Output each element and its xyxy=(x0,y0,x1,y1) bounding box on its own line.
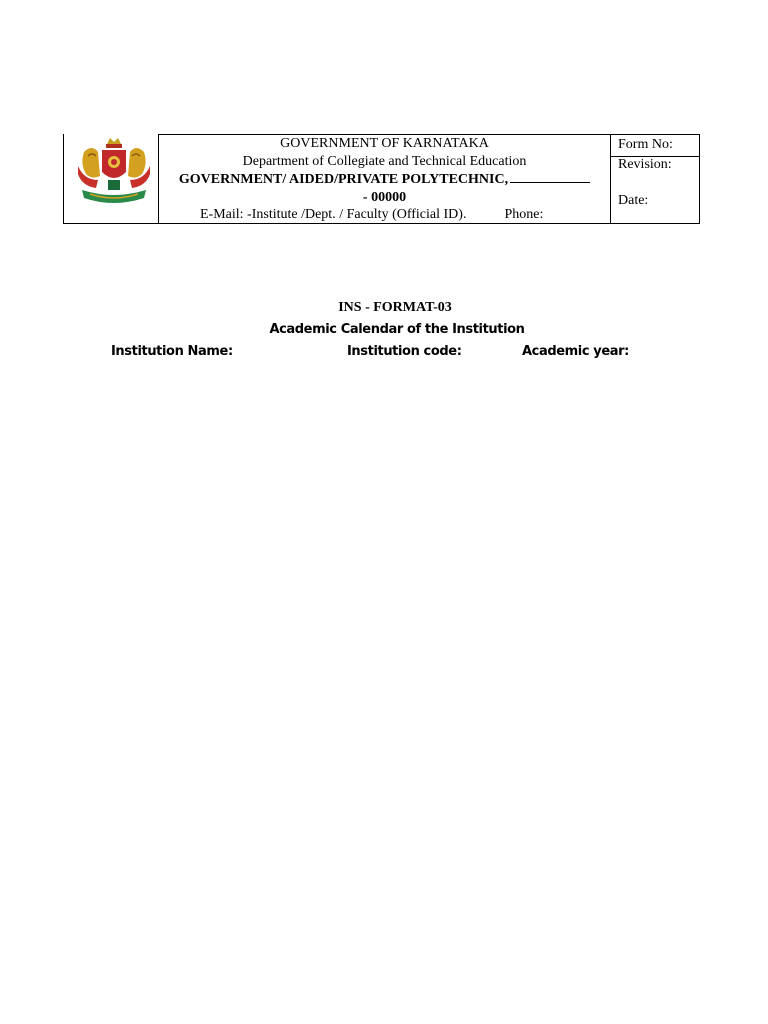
contact-line xyxy=(159,206,610,224)
polytechnic-name-blank xyxy=(510,170,590,183)
government-heading: GOVERNMENT OF KARNATAKA xyxy=(280,136,489,151)
karnataka-state-emblem-icon xyxy=(74,136,154,210)
document-header xyxy=(63,134,700,224)
institution-code-label: Institution code: xyxy=(347,344,462,359)
email-label: E-Mail: -Institute /Dept. / Faculty (Official ID). xyxy=(200,207,467,222)
academic-year-label: Academic year: xyxy=(522,344,629,359)
document-title: Academic Calendar of the Institution xyxy=(269,322,525,337)
department-heading: Department of Collegiate and Technical Education xyxy=(242,153,527,169)
date-label: Date: xyxy=(618,193,649,208)
polytechnic-text: GOVERNMENT/ AIDED/PRIVATE POLYTECHNIC, xyxy=(178,172,509,187)
emblem-cell xyxy=(63,134,158,223)
polytechnic-code: - 00000 xyxy=(362,189,407,205)
form-no-label: Form No: xyxy=(611,135,699,157)
phone-label: Phone: xyxy=(504,207,544,222)
institution-header-cell xyxy=(158,134,611,223)
polytechnic-heading xyxy=(159,170,610,189)
form-info-cell xyxy=(611,134,700,223)
institution-name-label: Institution Name: xyxy=(111,344,233,359)
revision-label: Revision: xyxy=(618,157,672,172)
format-number: INS - FORMAT-03 xyxy=(338,300,452,315)
